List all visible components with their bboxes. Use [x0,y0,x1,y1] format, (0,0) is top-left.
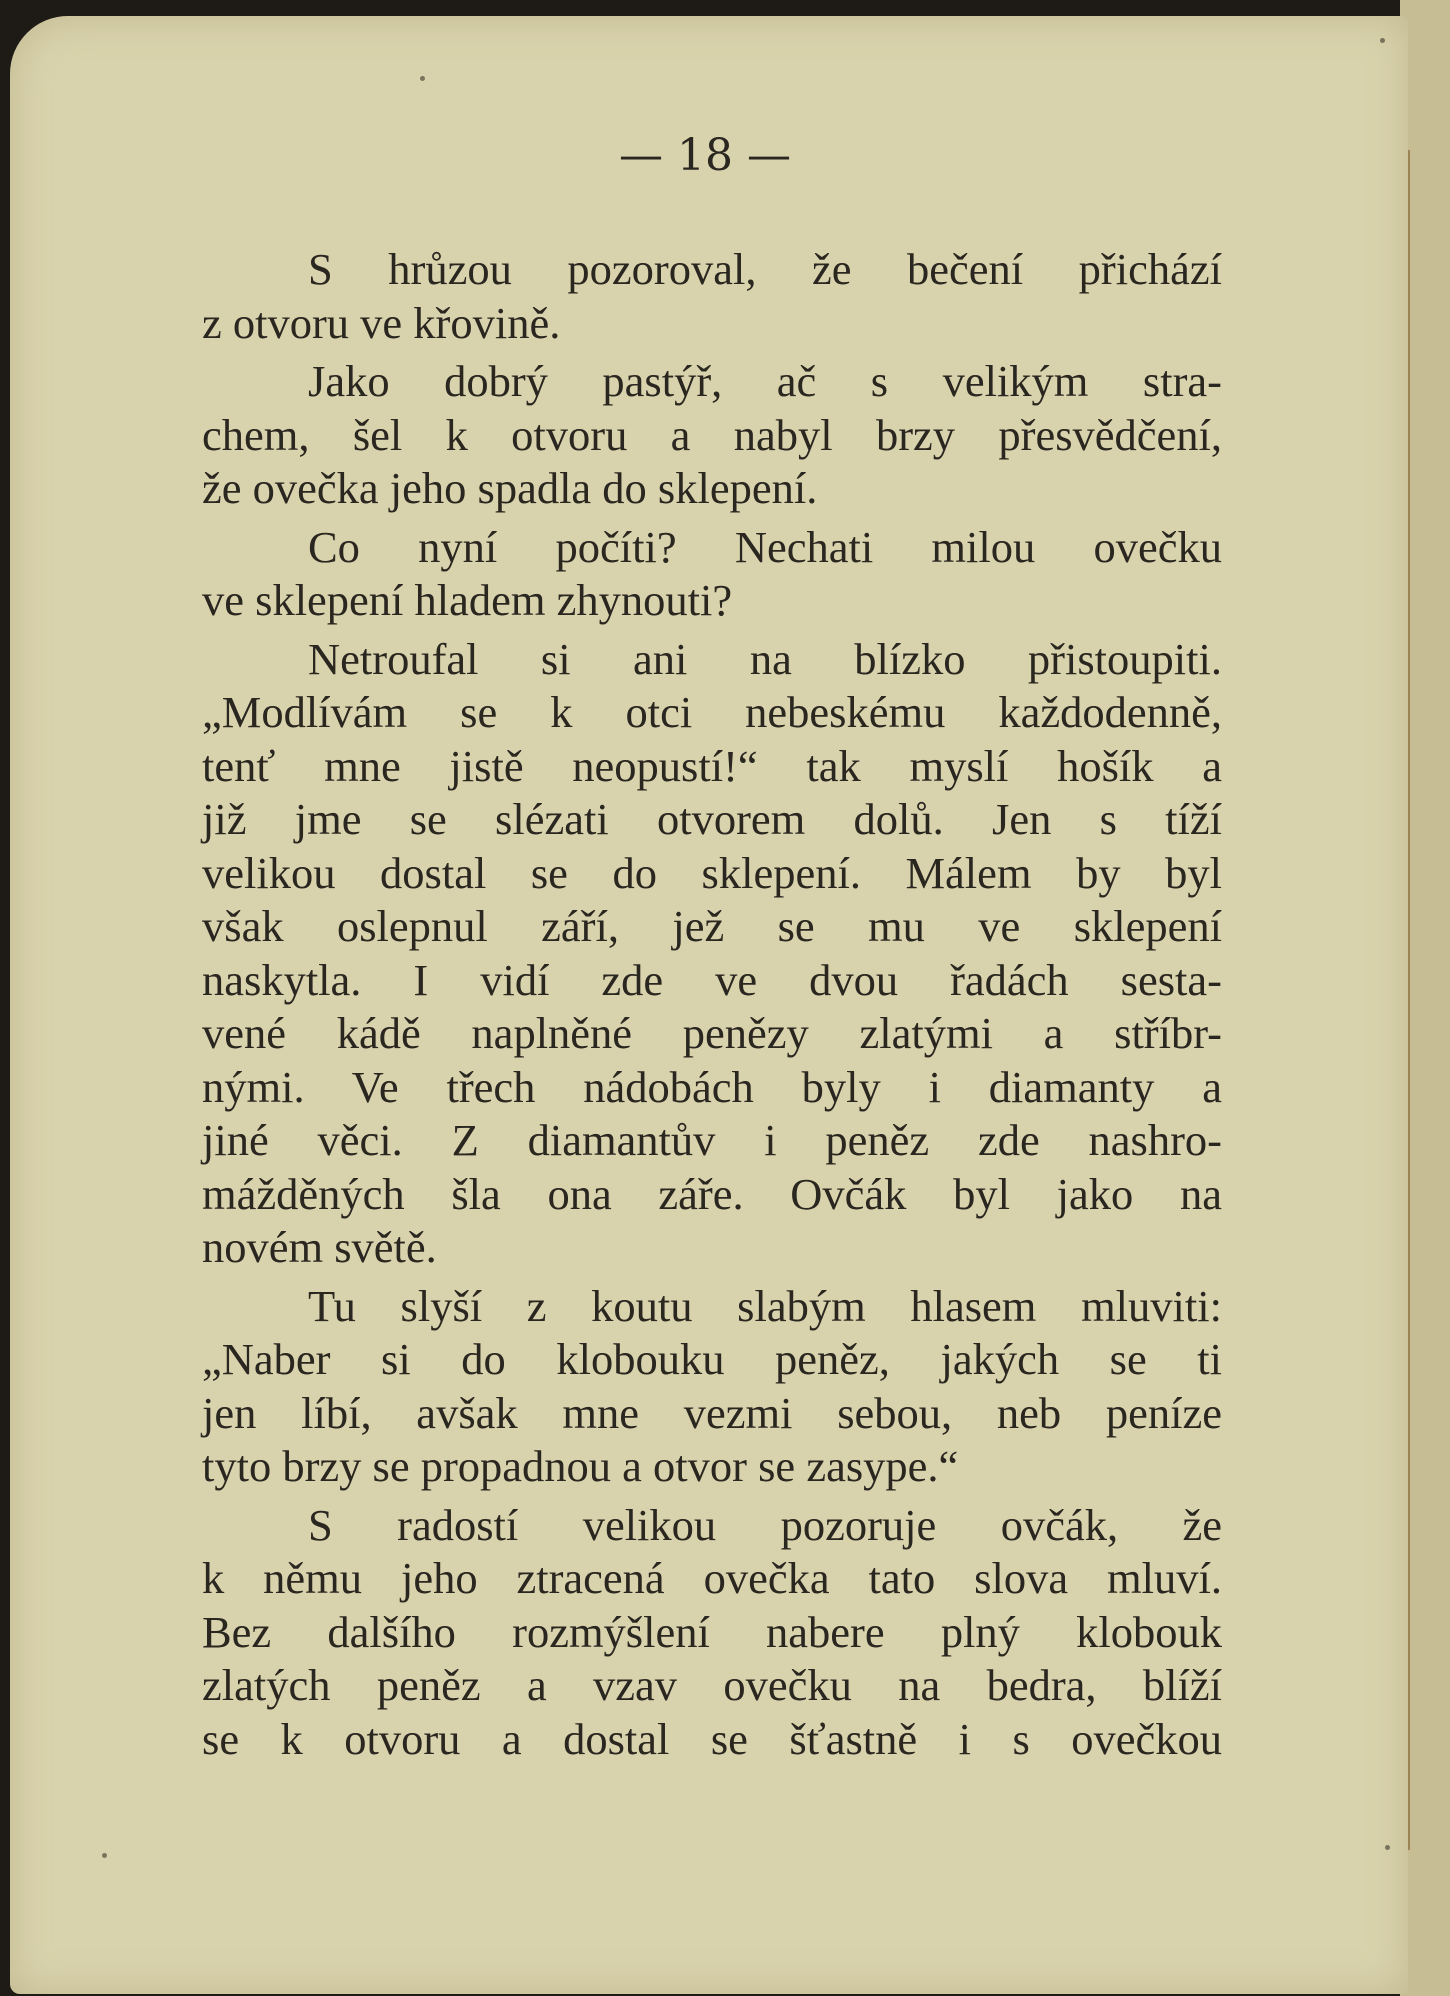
paper-speck [420,76,425,81]
text-line: Bez dalšího rozmýšlení nabere plný klobouk [202,1606,1222,1657]
text-line: již jme se slézati otvorem dolů. Jen s tíží [202,794,1222,844]
paper-speck [1380,38,1385,43]
page-number: — 18 — [619,130,791,181]
text-line: tyto brzy se propadnou a otvor se zasype.“ [202,1441,959,1491]
text-line: Co nyní počíti? Nechati milou ovečku [308,521,1222,572]
text-line: zlatých peněz a vzav ovečku na bedra, blíží [202,1660,1222,1710]
text-line: jiné věci. Z diamantův i peněz zde nashro- [202,1115,1222,1165]
text-line: mážděných šla ona záře. Ovčák byl jako na [202,1168,1222,1219]
text-line: však oslepnul září, jež se mu ve sklepení [202,901,1222,951]
text-line: novém světě. [202,1222,437,1272]
text-line: naskytla. I vidí zde ve dvou řadách sesta- [202,954,1222,1005]
text-line: chem, šel k otvoru a nabyl brzy přesvědčení, [202,409,1222,460]
paper-speck [1385,1845,1390,1850]
text-line: Jako dobrý pastýř, ač s velikým stra- [308,356,1222,406]
text-line: k němu jeho ztracená ovečka tato slova mluví. [202,1553,1222,1603]
text-line: S radostí velikou pozoruje ovčák, že [308,1499,1222,1550]
text-line: jen líbí, avšak mne vezmi sebou, neb peníze [202,1387,1222,1438]
text-line: Netroufal si ani na blízko přistoupiti. [308,633,1222,684]
text-line: „Modlívám se k otci nebeskému každodenně, [202,687,1222,737]
text-line: se k otvoru a dostal se šťastně i s ovečkou [202,1713,1222,1764]
text-line: vené kádě naplněné penězy zlatými a stříbr- [202,1008,1222,1058]
text-line: Tu slyší z koutu slabým hlasem mluviti: [308,1280,1222,1331]
text-line: že ovečka jeho spadla do sklepení. [202,463,818,513]
text-line: ve sklepení hladem zhynouti? [202,575,733,625]
text-line: tenť mne jistě neopustí!“ tak myslí hošík a [202,740,1222,791]
text-line: nými. Ve třech nádobách byly i diamanty a [202,1061,1222,1112]
text-line: z otvoru ve křovině. [202,297,561,348]
text-line: „Naber si do klobouku peněz, jakých se ti [202,1334,1222,1384]
paper-speck [102,1853,107,1858]
body-text [202,243,1222,1766]
text-line: velikou dostal se do sklepení. Málem by byl [202,847,1222,898]
text-line: S hrůzou pozoroval, že bečení přichází [308,244,1222,294]
